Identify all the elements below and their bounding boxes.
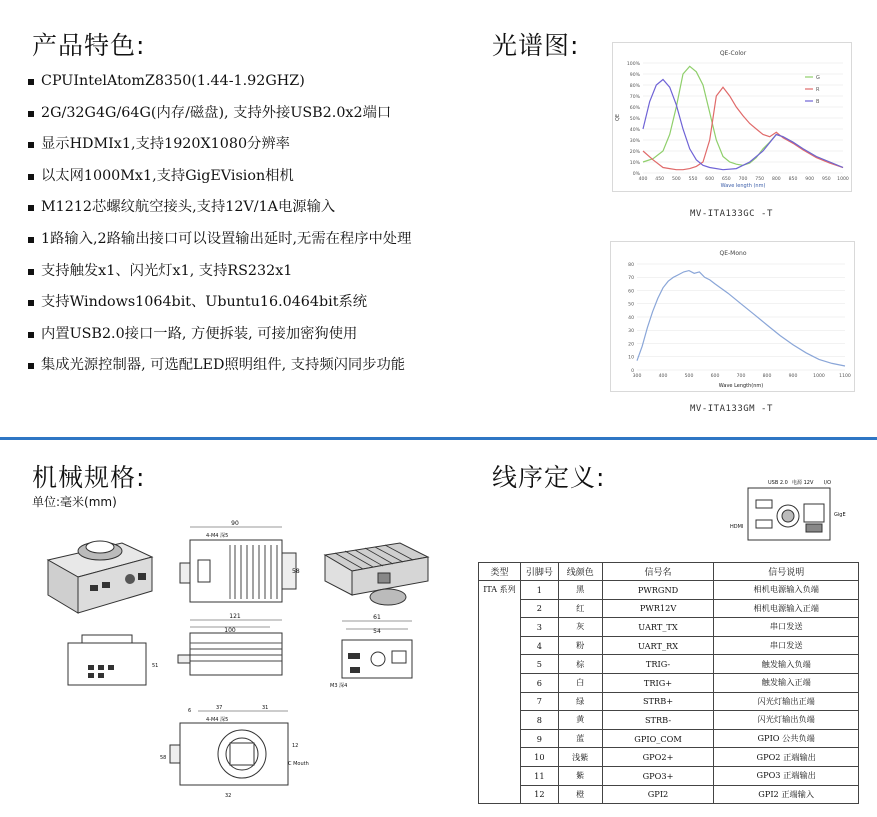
pinout-title: 线序定义: — [492, 463, 606, 492]
table-row — [479, 692, 859, 711]
color-cell: 紫 — [558, 766, 602, 785]
pin-cell: 2 — [520, 599, 558, 618]
mechanical-drawings — [30, 515, 450, 810]
signal-cell: TRIG+ — [602, 673, 714, 692]
color-cell: 橙 — [558, 785, 602, 804]
desc-cell: 串口发送 — [714, 636, 859, 655]
feature-item: 支持Windows1064bit、Ubuntu16.0464bit系统 — [28, 291, 498, 323]
table-row — [479, 636, 859, 655]
hdmi-label: HDMI — [730, 524, 744, 530]
x-tick-label: 700 — [738, 177, 748, 182]
qe-mono-chart-svg — [611, 242, 856, 393]
column-header: 引脚号 — [520, 563, 558, 581]
dimension-label: 58 — [292, 568, 300, 575]
feature-item: 显示HDMIx1,支持1920X1080分辨率 — [28, 133, 498, 165]
chart-caption: MV-ITA133GC -T — [690, 209, 773, 219]
pin-definition-table — [478, 562, 859, 804]
x-tick-label: 800 — [771, 177, 781, 182]
signal-cell: UART_RX — [602, 636, 714, 655]
x-tick-label: 800 — [762, 374, 772, 379]
x-tick-label: 1000 — [813, 374, 825, 379]
table-row — [479, 711, 859, 730]
x-axis-label: Wave Length(nm) — [718, 383, 764, 389]
color-cell: 蓝 — [558, 729, 602, 748]
mechanical-title: 机械规格: — [32, 463, 146, 492]
feature-item: 1路输入,2路输出接口可以设置输出延时,无需在程序中处理 — [28, 228, 498, 260]
dimension-label: 4-M4 深5 — [206, 533, 229, 539]
power-label: 电源 12V — [792, 480, 814, 486]
pin-cell: 3 — [520, 618, 558, 637]
y-tick-label: 40% — [629, 127, 640, 133]
color-cell: 白 — [558, 673, 602, 692]
dimension-label: 6 — [188, 708, 192, 714]
color-cell: 绿 — [558, 692, 602, 711]
y-tick-label: 80 — [628, 262, 634, 268]
dimension-label: 51 — [152, 663, 159, 669]
desc-cell: GPO2 正端输出 — [714, 748, 859, 767]
x-tick-label: 400 — [638, 177, 648, 182]
x-tick-label: 1000 — [837, 177, 849, 182]
signal-cell: TRIG- — [602, 655, 714, 674]
color-cell: 黄 — [558, 711, 602, 730]
dimension-label: 32 — [225, 793, 232, 799]
dimension-label: 12 — [292, 743, 299, 749]
y-tick-label: 50% — [629, 116, 640, 122]
pin-cell: 1 — [520, 581, 558, 600]
x-tick-label: 500 — [671, 177, 681, 182]
desc-cell: GPO3 正端输出 — [714, 766, 859, 785]
y-tick-label: 100% — [626, 61, 640, 67]
x-tick-label: 500 — [684, 374, 694, 379]
camera-isometric-front — [48, 541, 152, 613]
feature-item: 以太网1000Mx1,支持GigEVision相机 — [28, 165, 498, 197]
column-header: 信号名 — [602, 563, 714, 581]
x-tick-label: 600 — [710, 374, 720, 379]
column-header: 类型 — [479, 563, 521, 581]
column-header: 信号说明 — [714, 563, 859, 581]
x-tick-label: 300 — [632, 374, 642, 379]
table-row — [479, 748, 859, 767]
color-cell: 黑 — [558, 581, 602, 600]
pin-cell: 6 — [520, 673, 558, 692]
type-cell: ITA 系列 — [479, 581, 521, 804]
table-row — [479, 673, 859, 692]
pin-cell: 12 — [520, 785, 558, 804]
x-tick-label: 900 — [788, 374, 798, 379]
signal-cell: GPO2+ — [602, 748, 714, 767]
signal-cell: STRB+ — [602, 692, 714, 711]
series-line — [643, 66, 843, 167]
desc-cell: 相机电源输入正端 — [714, 599, 859, 618]
signal-cell: GPI2 — [602, 785, 714, 804]
x-tick-label: 450 — [655, 177, 665, 182]
y-tick-label: 60 — [628, 289, 634, 295]
dimension-label: 58 — [160, 755, 167, 761]
x-tick-label: 700 — [736, 374, 746, 379]
desc-cell: GPI2 正端输入 — [714, 785, 859, 804]
pin-cell: 7 — [520, 692, 558, 711]
y-tick-label: 40 — [628, 315, 634, 321]
x-tick-label: 400 — [658, 374, 668, 379]
table-row — [479, 785, 859, 804]
signal-cell: PWRGND — [602, 581, 714, 600]
dimension-label: C Mouth — [288, 761, 309, 767]
desc-cell: 触发输入负端 — [714, 655, 859, 674]
y-tick-label: 50 — [628, 302, 634, 308]
feature-item: M1212芯螺纹航空接头,支持12V/1A电源输入 — [28, 196, 498, 228]
gige-label: GigE — [834, 512, 846, 518]
y-tick-label: 70% — [629, 94, 640, 100]
dimension-label: 4-M4 深5 — [206, 717, 229, 723]
feature-item: 内置USB2.0接口一路, 方便拆装, 可接加密狗使用 — [28, 323, 498, 355]
color-cell: 棕 — [558, 655, 602, 674]
pin-cell: 4 — [520, 636, 558, 655]
dimension-label: 37 — [216, 705, 223, 711]
series-line — [643, 87, 843, 170]
feature-item: 集成光源控制器, 可选配LED照明组件, 支持频闪同步功能 — [28, 354, 498, 386]
y-tick-label: 60% — [629, 105, 640, 111]
spectrum-title: 光谱图: — [492, 31, 580, 60]
column-header: 线颜色 — [558, 563, 602, 581]
y-tick-label: 20 — [628, 342, 634, 348]
x-tick-label: 950 — [821, 177, 831, 182]
camera-back-view — [330, 614, 412, 689]
y-tick-label: 0 — [631, 368, 634, 374]
dimension-label: 31 — [262, 705, 269, 711]
unit-note: 单位:毫米(mm) — [32, 495, 117, 509]
color-cell: 浅紫 — [558, 748, 602, 767]
feature-item: CPUIntelAtomZ8350(1.44-1.92GHZ) — [28, 70, 498, 102]
usb-label: USB 2.0 — [768, 480, 788, 486]
camera-isometric-back — [325, 543, 428, 605]
pin-rows — [479, 581, 859, 804]
pin-cell: 10 — [520, 748, 558, 767]
pin-cell: 5 — [520, 655, 558, 674]
io-label: I/O — [824, 480, 832, 486]
table-row — [479, 655, 859, 674]
y-tick-label: 90% — [629, 72, 640, 78]
camera-front-view — [178, 613, 282, 675]
x-tick-label: 650 — [721, 177, 731, 182]
pin-cell: 8 — [520, 711, 558, 730]
x-tick-label: 750 — [755, 177, 765, 182]
table-row — [479, 729, 859, 748]
camera-side-view — [68, 635, 158, 685]
dimension-label: 54 — [373, 628, 381, 635]
table-row — [479, 766, 859, 785]
dimension-label: 121 — [229, 613, 241, 620]
y-tick-label: 80% — [629, 83, 640, 89]
color-cell: 红 — [558, 599, 602, 618]
dimension-label: M3 深4 — [330, 683, 348, 689]
table-row — [479, 599, 859, 618]
y-tick-label: 20% — [629, 149, 640, 155]
signal-cell: UART_TX — [602, 618, 714, 637]
pin-cell: 9 — [520, 729, 558, 748]
qe-mono-chart — [610, 241, 855, 392]
connector-panel-diagram — [728, 476, 858, 548]
y-tick-label: 30% — [629, 138, 640, 144]
y-tick-label: 0% — [632, 171, 640, 177]
desc-cell: 闪光灯输出正端 — [714, 692, 859, 711]
series-line — [637, 271, 845, 366]
desc-cell: GPIO 公共负端 — [714, 729, 859, 748]
dimension-label: 100 — [224, 627, 236, 634]
pin-cell: 11 — [520, 766, 558, 785]
y-axis-label: QE — [615, 113, 621, 121]
signal-cell: GPIO_COM — [602, 729, 714, 748]
legend-label: B — [816, 99, 820, 105]
color-cell: 粉 — [558, 636, 602, 655]
table-row — [479, 581, 859, 600]
chart-caption: MV-ITA133GM -T — [690, 404, 773, 414]
signal-cell: GPO3+ — [602, 766, 714, 785]
features-title: 产品特色: — [32, 31, 146, 60]
x-tick-label: 1100 — [839, 374, 851, 379]
table-row — [479, 618, 859, 637]
dimension-label: 90 — [231, 520, 239, 527]
x-tick-label: 850 — [788, 177, 798, 182]
chart-title: QE-Mono — [719, 250, 747, 257]
x-tick-label: 550 — [688, 177, 698, 182]
qe-color-chart — [612, 42, 852, 192]
chart-title: QE-Color — [719, 50, 747, 57]
feature-item: 支持触发x1、闪光灯x1, 支持RS232x1 — [28, 260, 498, 292]
signal-cell: PWR12V — [602, 599, 714, 618]
y-tick-label: 70 — [628, 276, 634, 282]
x-axis-label: Wave length (nm) — [720, 183, 766, 189]
color-cell: 灰 — [558, 618, 602, 637]
feature-item: 2G/32G4G/64G(内存/磁盘), 支持外接USB2.0x2端口 — [28, 102, 498, 134]
feature-list — [28, 70, 498, 386]
signal-cell: STRB- — [602, 711, 714, 730]
camera-top-view — [180, 520, 300, 602]
y-tick-label: 30 — [628, 329, 634, 335]
camera-bottom-view — [160, 705, 309, 799]
desc-cell: 触发输入正端 — [714, 673, 859, 692]
x-tick-label: 900 — [805, 177, 815, 182]
qe-color-chart-svg — [613, 43, 853, 193]
y-tick-label: 10% — [629, 160, 640, 166]
legend-label: R — [816, 87, 820, 93]
x-tick-label: 600 — [705, 177, 715, 182]
table-header-row — [479, 563, 859, 581]
dimension-label: 61 — [373, 614, 381, 621]
desc-cell: 相机电源输入负端 — [714, 581, 859, 600]
desc-cell: 闪光灯输出负端 — [714, 711, 859, 730]
legend-label: G — [816, 75, 820, 81]
section-divider — [0, 437, 877, 440]
desc-cell: 串口发送 — [714, 618, 859, 637]
y-tick-label: 10 — [628, 355, 634, 361]
